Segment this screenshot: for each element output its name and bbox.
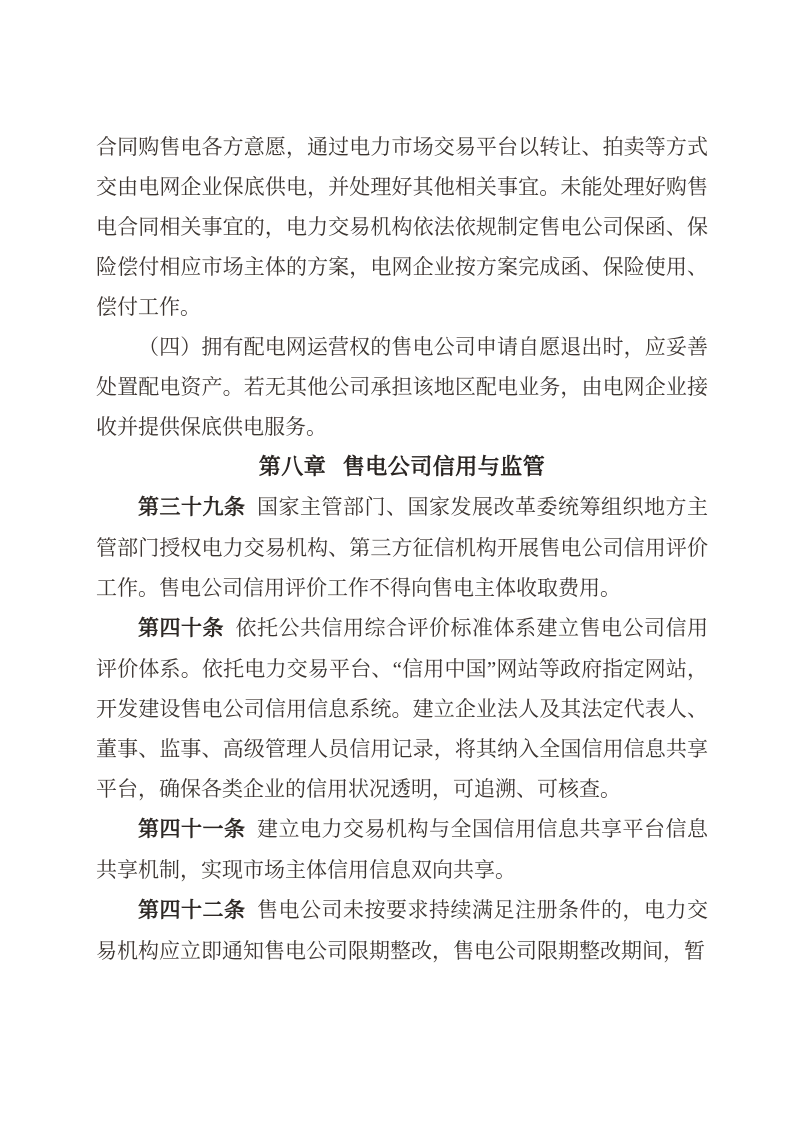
paragraph-item-four: （四）拥有配电网运营权的售电公司申请自愿退出时，应妥善处置配电资产。若无其他公司承担该地区配电业务，由电网企业接收并提供保底供电服务。 bbox=[96, 335, 708, 439]
chapter-heading: 第八章 售电公司信用与监管 bbox=[258, 454, 546, 479]
article-39-text: 国家主管部门、国家发展改革委统筹组织地方主管部门授权电力交易机构、第三方征信机构开展售电公司信用评价工作。售电公司信用评价工作不得向售电主体收取费用。 bbox=[96, 495, 709, 600]
article-42-label: 第四十二条 bbox=[138, 899, 246, 922]
page-content bbox=[96, 127, 708, 971]
paragraph-article-40 bbox=[96, 608, 708, 809]
article-40-label: 第四十条 bbox=[138, 617, 224, 640]
paragraph-continuation: 合同购售电各方意愿，通过电力市场交易平台以转让、拍卖等方式交由电网企业保底供电，并处理好其他相关事宜。未能处理好购售电合同相关事宜的，电力交易机构依法依规制定售电公司保函、保险偿付相应市场主体的方案，电网企业按方案完成函、保险使用、偿付工作。 bbox=[96, 135, 708, 319]
article-41-text: 建立电力交易机构与全国信用信息共享平台信息共享机制，实现市场主体信用信息双向共享。 bbox=[96, 817, 709, 882]
paragraph-article-42 bbox=[96, 890, 708, 971]
article-39-label: 第三十九条 bbox=[138, 496, 246, 519]
article-42-text: 售电公司未按要求持续满足注册条件的，电力交易机构应立即通知售电公司限期整改，售电公司限期整改期间，暂 bbox=[96, 898, 709, 963]
article-41-label: 第四十一条 bbox=[138, 818, 246, 841]
paragraph-article-39 bbox=[96, 487, 708, 608]
article-40-text: 依托公共信用综合评价标准体系建立售电公司信用评价体系。依托电力交易平台、“信用中国”网站等政府指定网站，开发建设售电公司信用信息系统。建立企业法人及其法定代表人、董事、监事、高级管理人员信用记录，将其纳入全国信用信息共享平台，确保各类企业的信用状况透明，可追溯、可核查。 bbox=[96, 616, 709, 801]
paragraph-article-41 bbox=[96, 809, 708, 890]
